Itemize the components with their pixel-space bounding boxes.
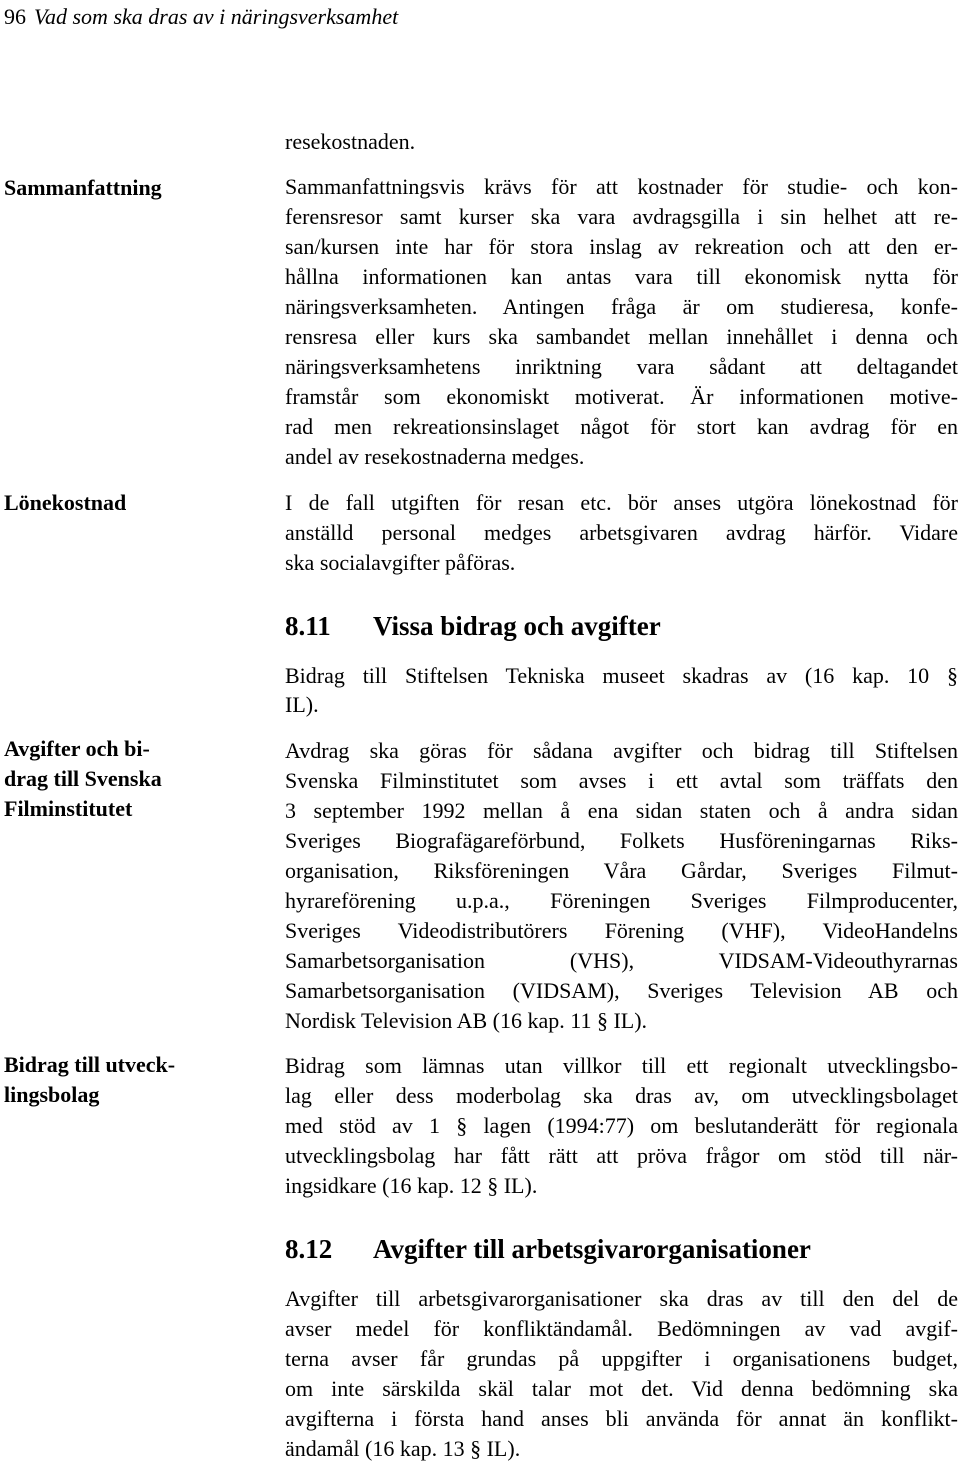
body-line: Sveriges Videodistributörers Förening (VHF), VideoHandelns [285,918,958,943]
body-line: lag eller dess moderbolag ska dras av, om utvecklingsbolaget [285,1083,958,1108]
body-line: med stöd av 1 § lagen (1994:77) om beslutanderätt för regionala [285,1113,958,1138]
margin-note-avgifter-filminstitutet: Avgifter och bi- drag till Svenska Filminstitutet [4,736,162,821]
body-line: IL). [285,692,319,717]
body-line: avgifterna i första hand anses bli använda för annat än konflikt- [285,1406,958,1431]
body-line: Avgifter till arbetsgivarorganisationer ska dras av till den del de [285,1286,958,1311]
section-heading-8-12 [285,1232,811,1266]
body-line: utvecklingsbolag har fått rätt att pröva frågor om stöd till när- [285,1143,958,1168]
margin-note-bidrag-utvecklingsbolag: Bidrag till utveck- lingsbolag [4,1052,176,1107]
section-number: 8.12 [285,1234,333,1264]
body-line: andel av resekostnaderna medges. [285,444,585,469]
body-line: Samarbetsorganisation (VHS), VIDSAM-Videouthyrarnas [285,948,958,973]
body-line: Nordisk Television AB (16 kap. 11 § IL). [285,1008,648,1033]
body-line: Sammanfattningsvis krävs för att kostnader för studie- och kon- [285,174,958,199]
body-line: framstår som ekonomiskt motiverat. Är informationen motive- [285,384,958,409]
body-line: ska socialavgifter påföras. [285,550,516,575]
body-line: Samarbetsorganisation (VIDSAM), Sveriges Television AB och [285,978,958,1003]
running-title: Vad som ska dras av i näringsverksamhet [34,4,399,29]
body-line: avser medel för konfliktändamål. Bedömningen av vad avgif- [285,1316,958,1341]
body-line: terna avser får grundas på uppgifter i organisationens budget, [285,1346,958,1371]
body-line: om inte särskilda skäl talar mot det. Vid denna bedömning ska [285,1376,958,1401]
body-line: resekostnaden. [285,129,416,154]
body-line: Sveriges Biografägareförbund, Folkets Husföreningarnas Riks- [285,828,958,853]
body-line: hyrareförening u.p.a., Föreningen Sveriges Filmproducenter, [285,888,958,913]
body-line: näringsverksamhetens inriktning vara sådant att deltagandet [285,354,958,379]
body-line: anställd personal medges arbetsgivaren avdrag härför. Vidare [285,520,958,545]
section-title: Vissa bidrag och avgifter [373,611,661,641]
body-line: hållna informationen kan antas vara till ekonomisk nytta för [285,264,958,289]
body-line: I de fall utgiften för resan etc. bör anses utgöra lönekostnad för [285,490,958,515]
page-number: 96 [4,4,26,29]
section-number: 8.11 [285,611,331,641]
margin-note-sammanfattning: Sammanfattning [4,175,162,200]
body-line: Bidrag som lämnas utan villkor till ett regionalt utvecklingsbo- [285,1053,958,1078]
section-title: Avgifter till arbetsgivarorganisationer [373,1234,811,1264]
body-line: san/kursen inte har för stora inslag av rekreation och att den er- [285,234,958,259]
body-line: 3 september 1992 mellan å ena sidan staten och å andra sidan [285,798,958,823]
body-line: ingsidkare (16 kap. 12 § IL). [285,1173,538,1198]
body-line: ändamål (16 kap. 13 § IL). [285,1436,521,1461]
body-line: Avdrag ska göras för sådana avgifter och bidrag till Stiftelsen [285,738,958,763]
margin-note-lonekostnad: Lönekostnad [4,490,127,515]
body-line: rensresa eller kurs ska sambandet mellan innehållet i denna och [285,324,958,349]
body-line: Bidrag till Stiftelsen Tekniska museet skadras av (16 kap. 10 § [285,663,958,688]
body-line: Svenska Filminstitutet som avses i ett avtal som träffats den [285,768,958,793]
body-line: ferensresor samt kurser ska vara avdragsgilla i sin helhet att re- [285,204,958,229]
body-line: rad men rekreationsinslaget något för stort kan avdrag för en [285,414,958,439]
section-heading-8-11 [285,609,661,643]
page-header [4,2,398,32]
body-line: organisation, Riksföreningen Våra Gårdar, Sveriges Filmut- [285,858,958,883]
body-line: näringsverksamheten. Antingen fråga är om studieresa, konfe- [285,294,958,319]
